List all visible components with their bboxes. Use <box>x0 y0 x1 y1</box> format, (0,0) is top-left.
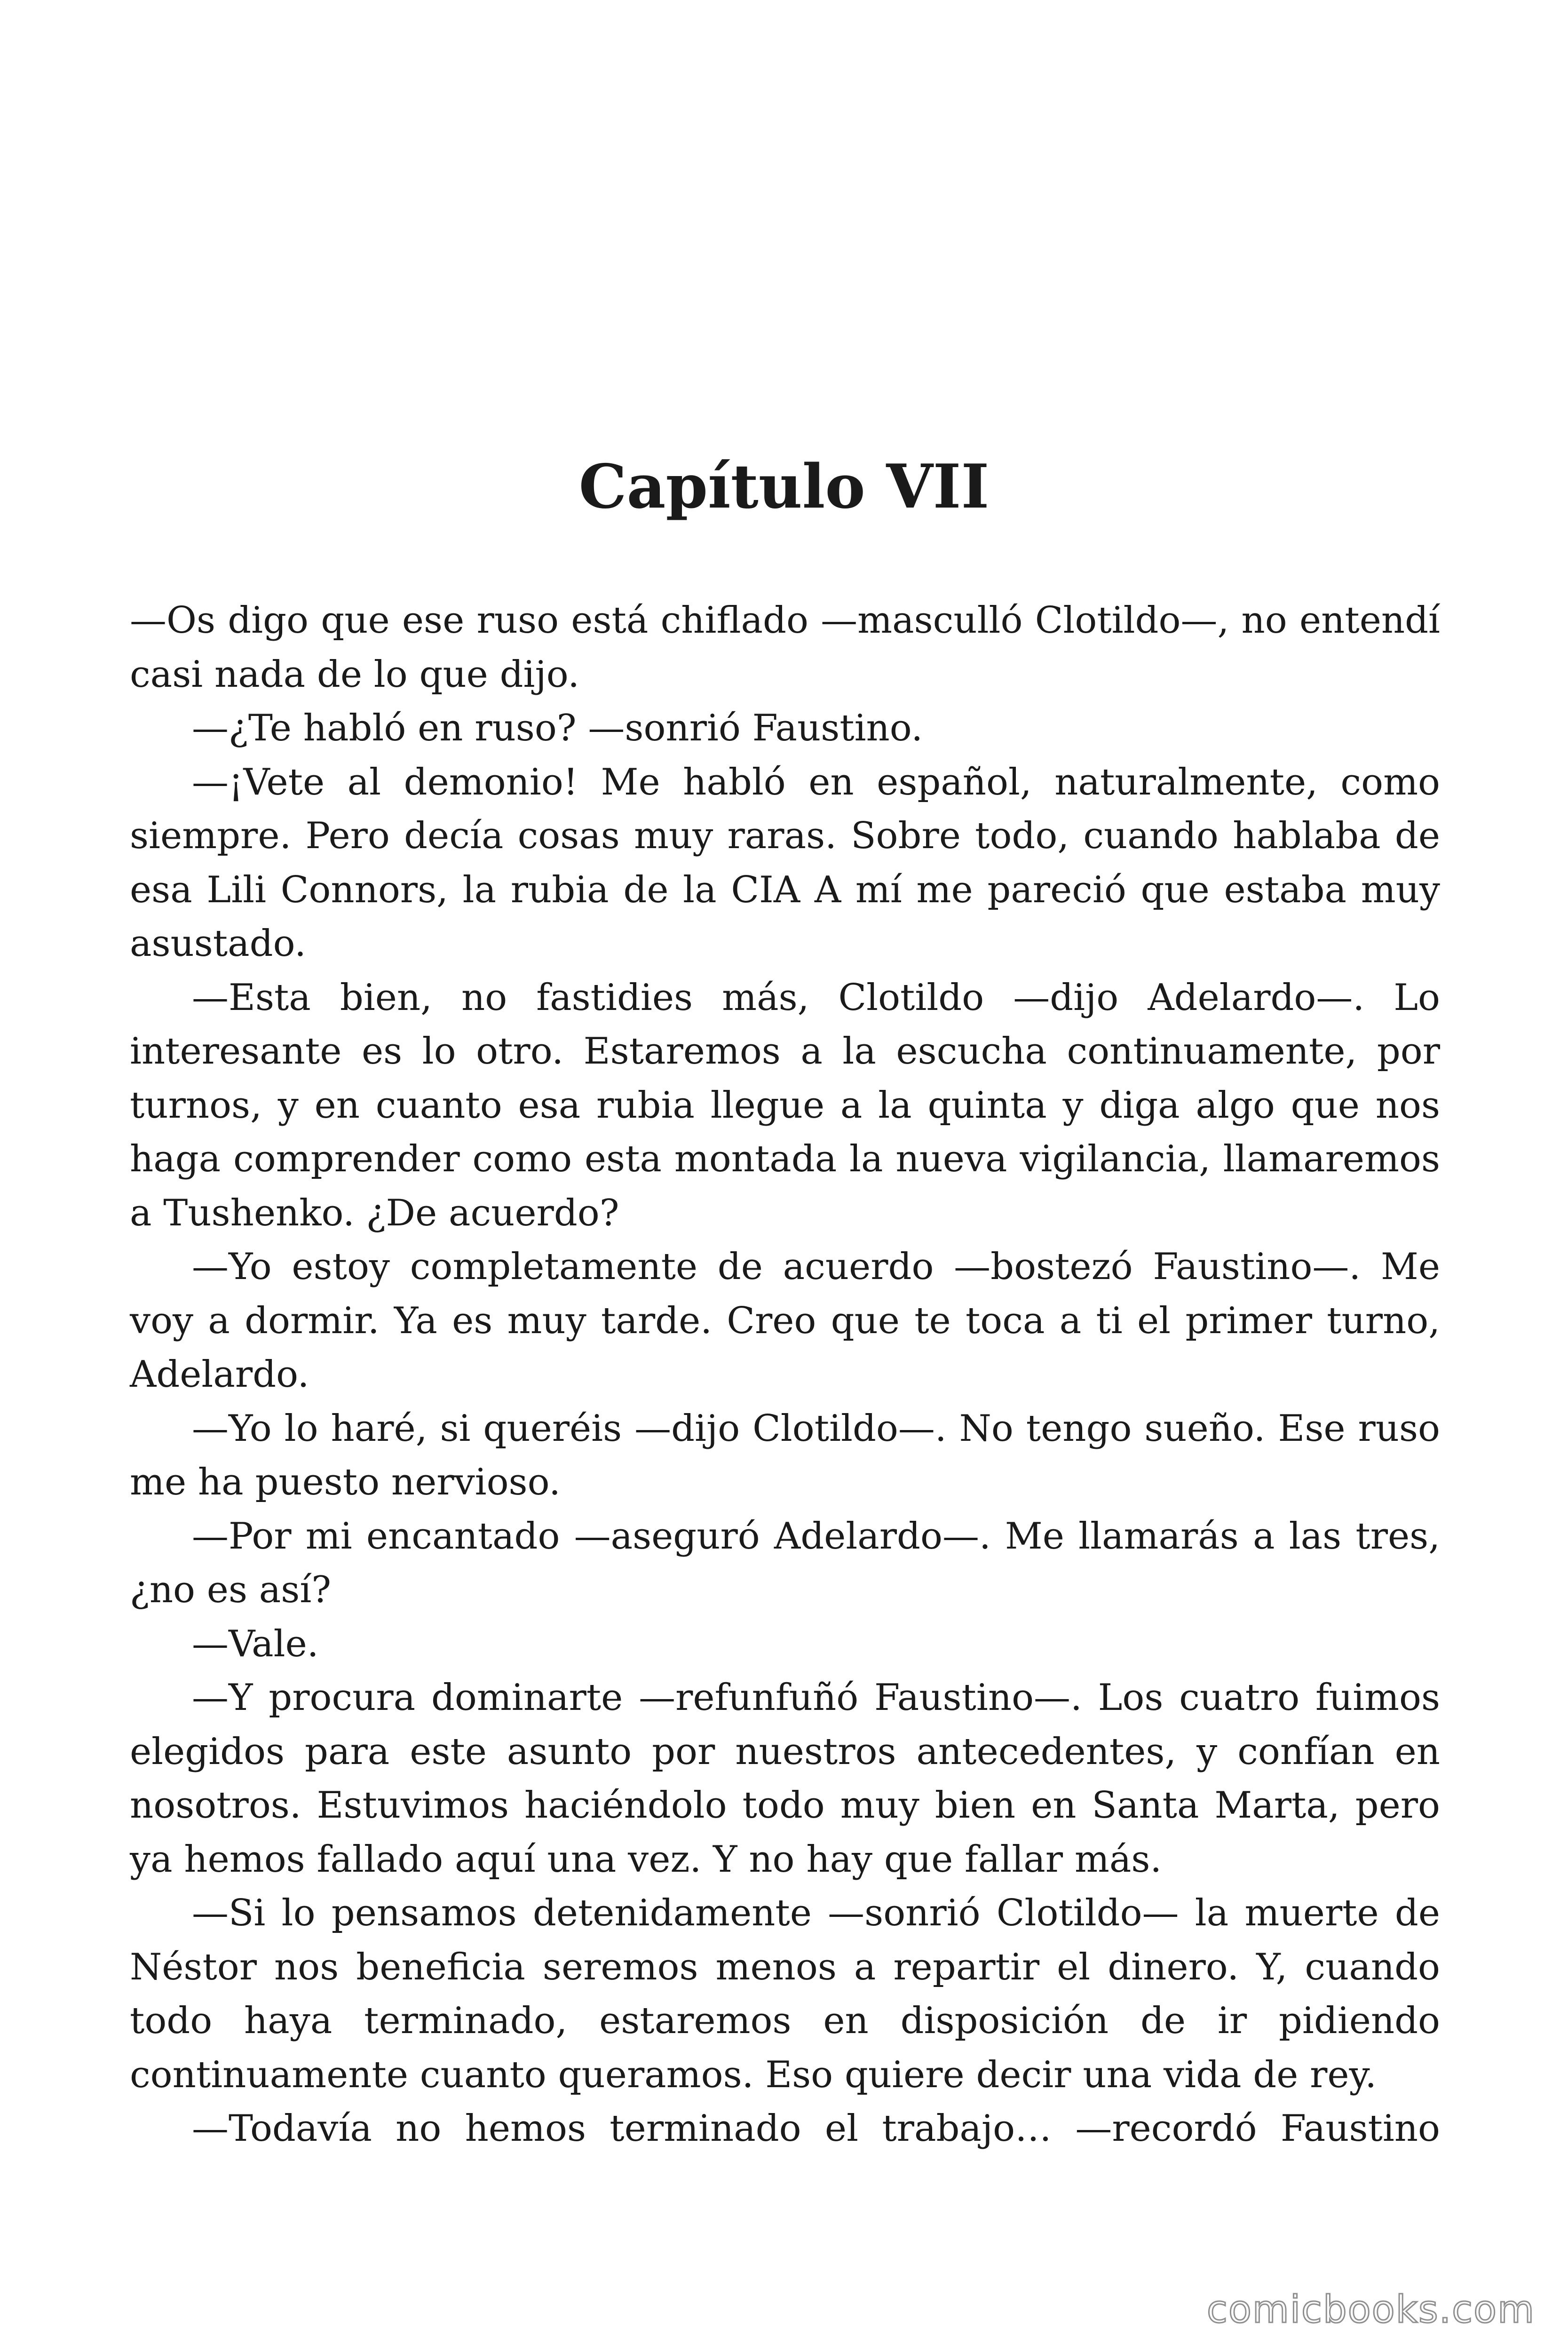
paragraph: —Si lo pensamos detenidamente —sonrió Clotildo— la muerte de Néstor nos beneficia seremos menos a repartir el dinero. Y, cuando todo haya terminado, estaremos en disposición de ir pidiendo continuamente cuanto queramos. Eso quiere decir una vida de rey. <box>130 1892 1440 2096</box>
watermark: comicbooks.com <box>1206 2288 1535 2331</box>
paragraph: —¡Vete al demonio! Me habló en español, naturalmente, como siempre. Pero decía cosas muy raras. Sobre todo, cuando hablaba de esa Lili Connors, la rubia de la CIA A mí me pareció que estaba muy asustado. <box>130 761 1440 965</box>
paragraph: —Por mi encantado —aseguró Adelardo—. Me llamarás a las tres, ¿no es así? <box>130 1515 1440 1611</box>
paragraph: —Esta bien, no fastidies más, Clotildo —dijo Adelardo—. Lo interesante es lo otro. Estaremos a la escucha continuamente, por turnos, y en cuanto esa rubia llegue a la quinta y diga algo que nos haga comprender como esta montada la nueva vigilancia, llamaremos a Tushenko. ¿De acuerdo? <box>130 976 1440 1234</box>
paragraph: —¿Te habló en ruso? —sonrió Faustino. <box>192 707 923 749</box>
paragraph: —Yo estoy completamente de acuerdo —bostezó Faustino—. Me voy a dormir. Ya es muy tarde. Creo que te toca a ti el primer turno, Adelardo. <box>130 1246 1440 1396</box>
paragraph: —Todavía no hemos terminado el trabajo… —recordó Faustino <box>192 2107 1440 2150</box>
paragraph: —Y procura dominarte —refunfuñó Faustino—. Los cuatro fuimos elegidos para este asunto por nuestros antecedentes, y confían en nosotros. Estuvimos haciéndolo todo muy bien en Santa Marta, pero ya hemos fallado aquí una vez. Y no hay que fallar más. <box>130 1677 1440 1881</box>
chapter-body <box>130 594 1440 2156</box>
paragraph: —Vale. <box>192 1622 319 1665</box>
paragraph: —Os digo que ese ruso está chiflado —masculló Clotildo—, no entendí casi nada de lo que dijo. <box>130 599 1440 696</box>
chapter-title: Capítulo VII <box>578 452 990 522</box>
paragraph: —Yo lo haré, si queréis —dijo Clotildo—. No tengo sueño. Ese ruso me ha puesto nervioso. <box>130 1407 1440 1503</box>
